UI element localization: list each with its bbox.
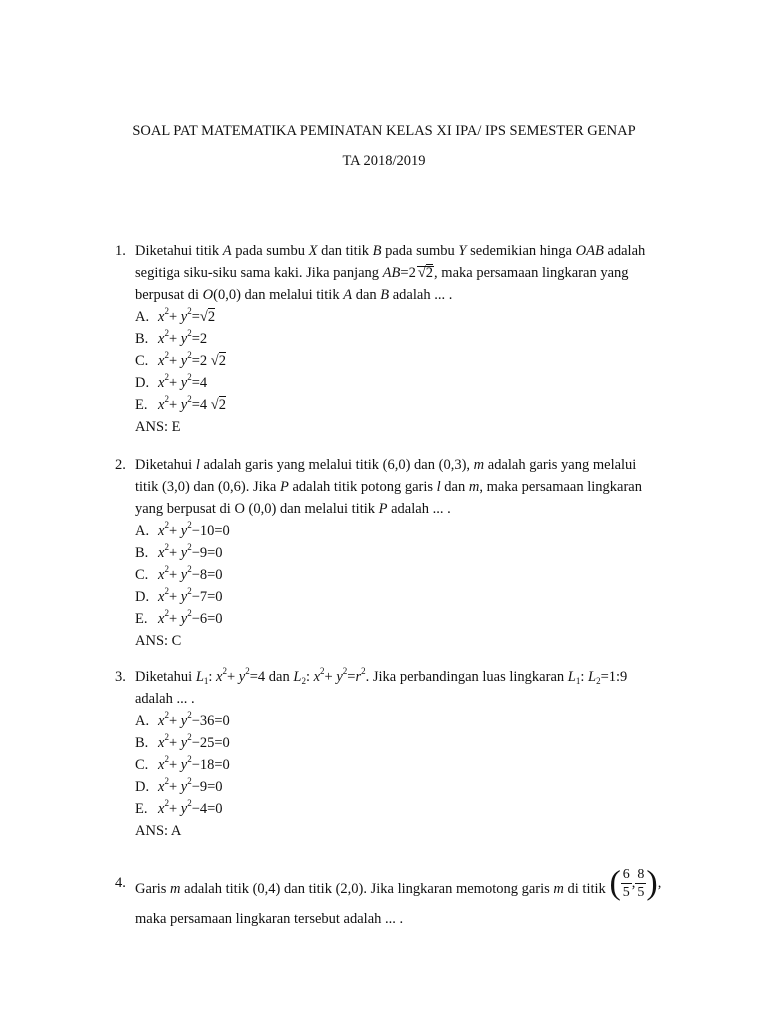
question-number: 4. [115, 875, 126, 891]
question-line: segitiga siku-siku sama kaki. Jika panjang AB=2 √2, maka persamaan lingkaran yang [135, 265, 629, 281]
option-e[interactable]: E. $x^2+ y^2-4=0$ [135, 798, 223, 817]
question-line: berpusat di O(0,0) dan melalui titik A dan B adalah ... . [135, 287, 453, 303]
question-1 [115, 240, 675, 438]
question-line: Diketahui l adalah garis yang melalui titik (6,0) dan (0,3), m adalah garis yang melalui [135, 457, 637, 473]
question-line: Garis m adalah titik (0,4) dan titik (2,0). Jika lingkaran memotong garis m di titik ( $\frac{6}{5}$ , $\frac{8}{5}$ ), [135, 864, 662, 902]
question-line: adalah ... . [135, 691, 195, 707]
option-a[interactable]: A. $x^2+ y^2-10=0$ [135, 520, 230, 539]
question-line: titik (3,0) dan (0,6). Jika P adalah titik potong garis l dan m, maka persamaan lingkaran [135, 479, 642, 495]
question-body [135, 666, 675, 842]
option-c[interactable]: C. $x^2+ y^2=2$ √2 [135, 350, 226, 369]
question-line: Diketahui titik A pada sumbu X dan titik B pada sumbu Y sedemikian hinga OAB adalah [135, 243, 646, 259]
question-number: 1. [115, 243, 126, 259]
question-line: maka persamaan lingkaran tersebut adalah ... . [135, 911, 404, 927]
option-d[interactable]: D. $x^2+ y^2=4$ [135, 372, 208, 391]
page-title: SOAL PAT MATEMATIKA PEMINATAN KELAS XI IPA/ IPS SEMESTER GENAP [132, 123, 636, 139]
fraction: $\frac{8}{5}$ [637, 867, 645, 900]
option-d[interactable]: D. $x^2+ y^2-9=0$ [135, 776, 223, 795]
option-a[interactable]: A. $x^2+ y^2-36=0$ [135, 710, 230, 729]
option-c[interactable]: C. $x^2+ y^2-8=0$ [135, 564, 223, 583]
question-body [135, 864, 695, 930]
fraction-point: ( $\frac{6}{5}$ , $\frac{8}{5}$ ), [609, 864, 662, 902]
question-4 [115, 864, 695, 930]
option-b[interactable]: B. $x^2+ y^2-25=0$ [135, 732, 230, 751]
question-3 [115, 666, 675, 842]
sqrt-symbol: √2 [417, 265, 434, 281]
option-d[interactable]: D. $x^2+ y^2-7=0$ [135, 586, 223, 605]
answer-key: ANS: A [135, 823, 182, 839]
answer-key: ANS: C [135, 633, 182, 649]
answer-key: ANS: E [135, 419, 181, 435]
option-a[interactable]: A. $x^2+ y^2=√2$ [135, 306, 216, 325]
question-number: 3. [115, 669, 126, 685]
question-line: yang berpusat di O (0,0) dan melalui titik P adalah ... . [135, 501, 451, 517]
option-b[interactable]: B. $x^2+ y^2=2$ [135, 328, 208, 347]
option-e[interactable]: E. $x^2+ y^2=4$ √2 [135, 394, 226, 413]
fraction: $\frac{6}{5}$ [622, 867, 630, 900]
option-e[interactable]: E. $x^2+ y^2-6=0$ [135, 608, 223, 627]
option-b[interactable]: B. $x^2+ y^2-9=0$ [135, 542, 223, 561]
page-subtitle: TA 2018/2019 [342, 153, 426, 169]
question-body [135, 454, 675, 652]
question-number: 2. [115, 457, 126, 473]
question-body [135, 240, 675, 438]
option-c[interactable]: C. $x^2+ y^2-18=0$ [135, 754, 230, 773]
question-2 [115, 454, 675, 652]
question-line: Diketahui $L_1$: $x^2+ y^2=4$ dan $L_2$: $x^2+ y^2=r^2$. Jika perbandingan luas lingkaran $L_1$: $L_2=1:9$ [135, 666, 628, 686]
